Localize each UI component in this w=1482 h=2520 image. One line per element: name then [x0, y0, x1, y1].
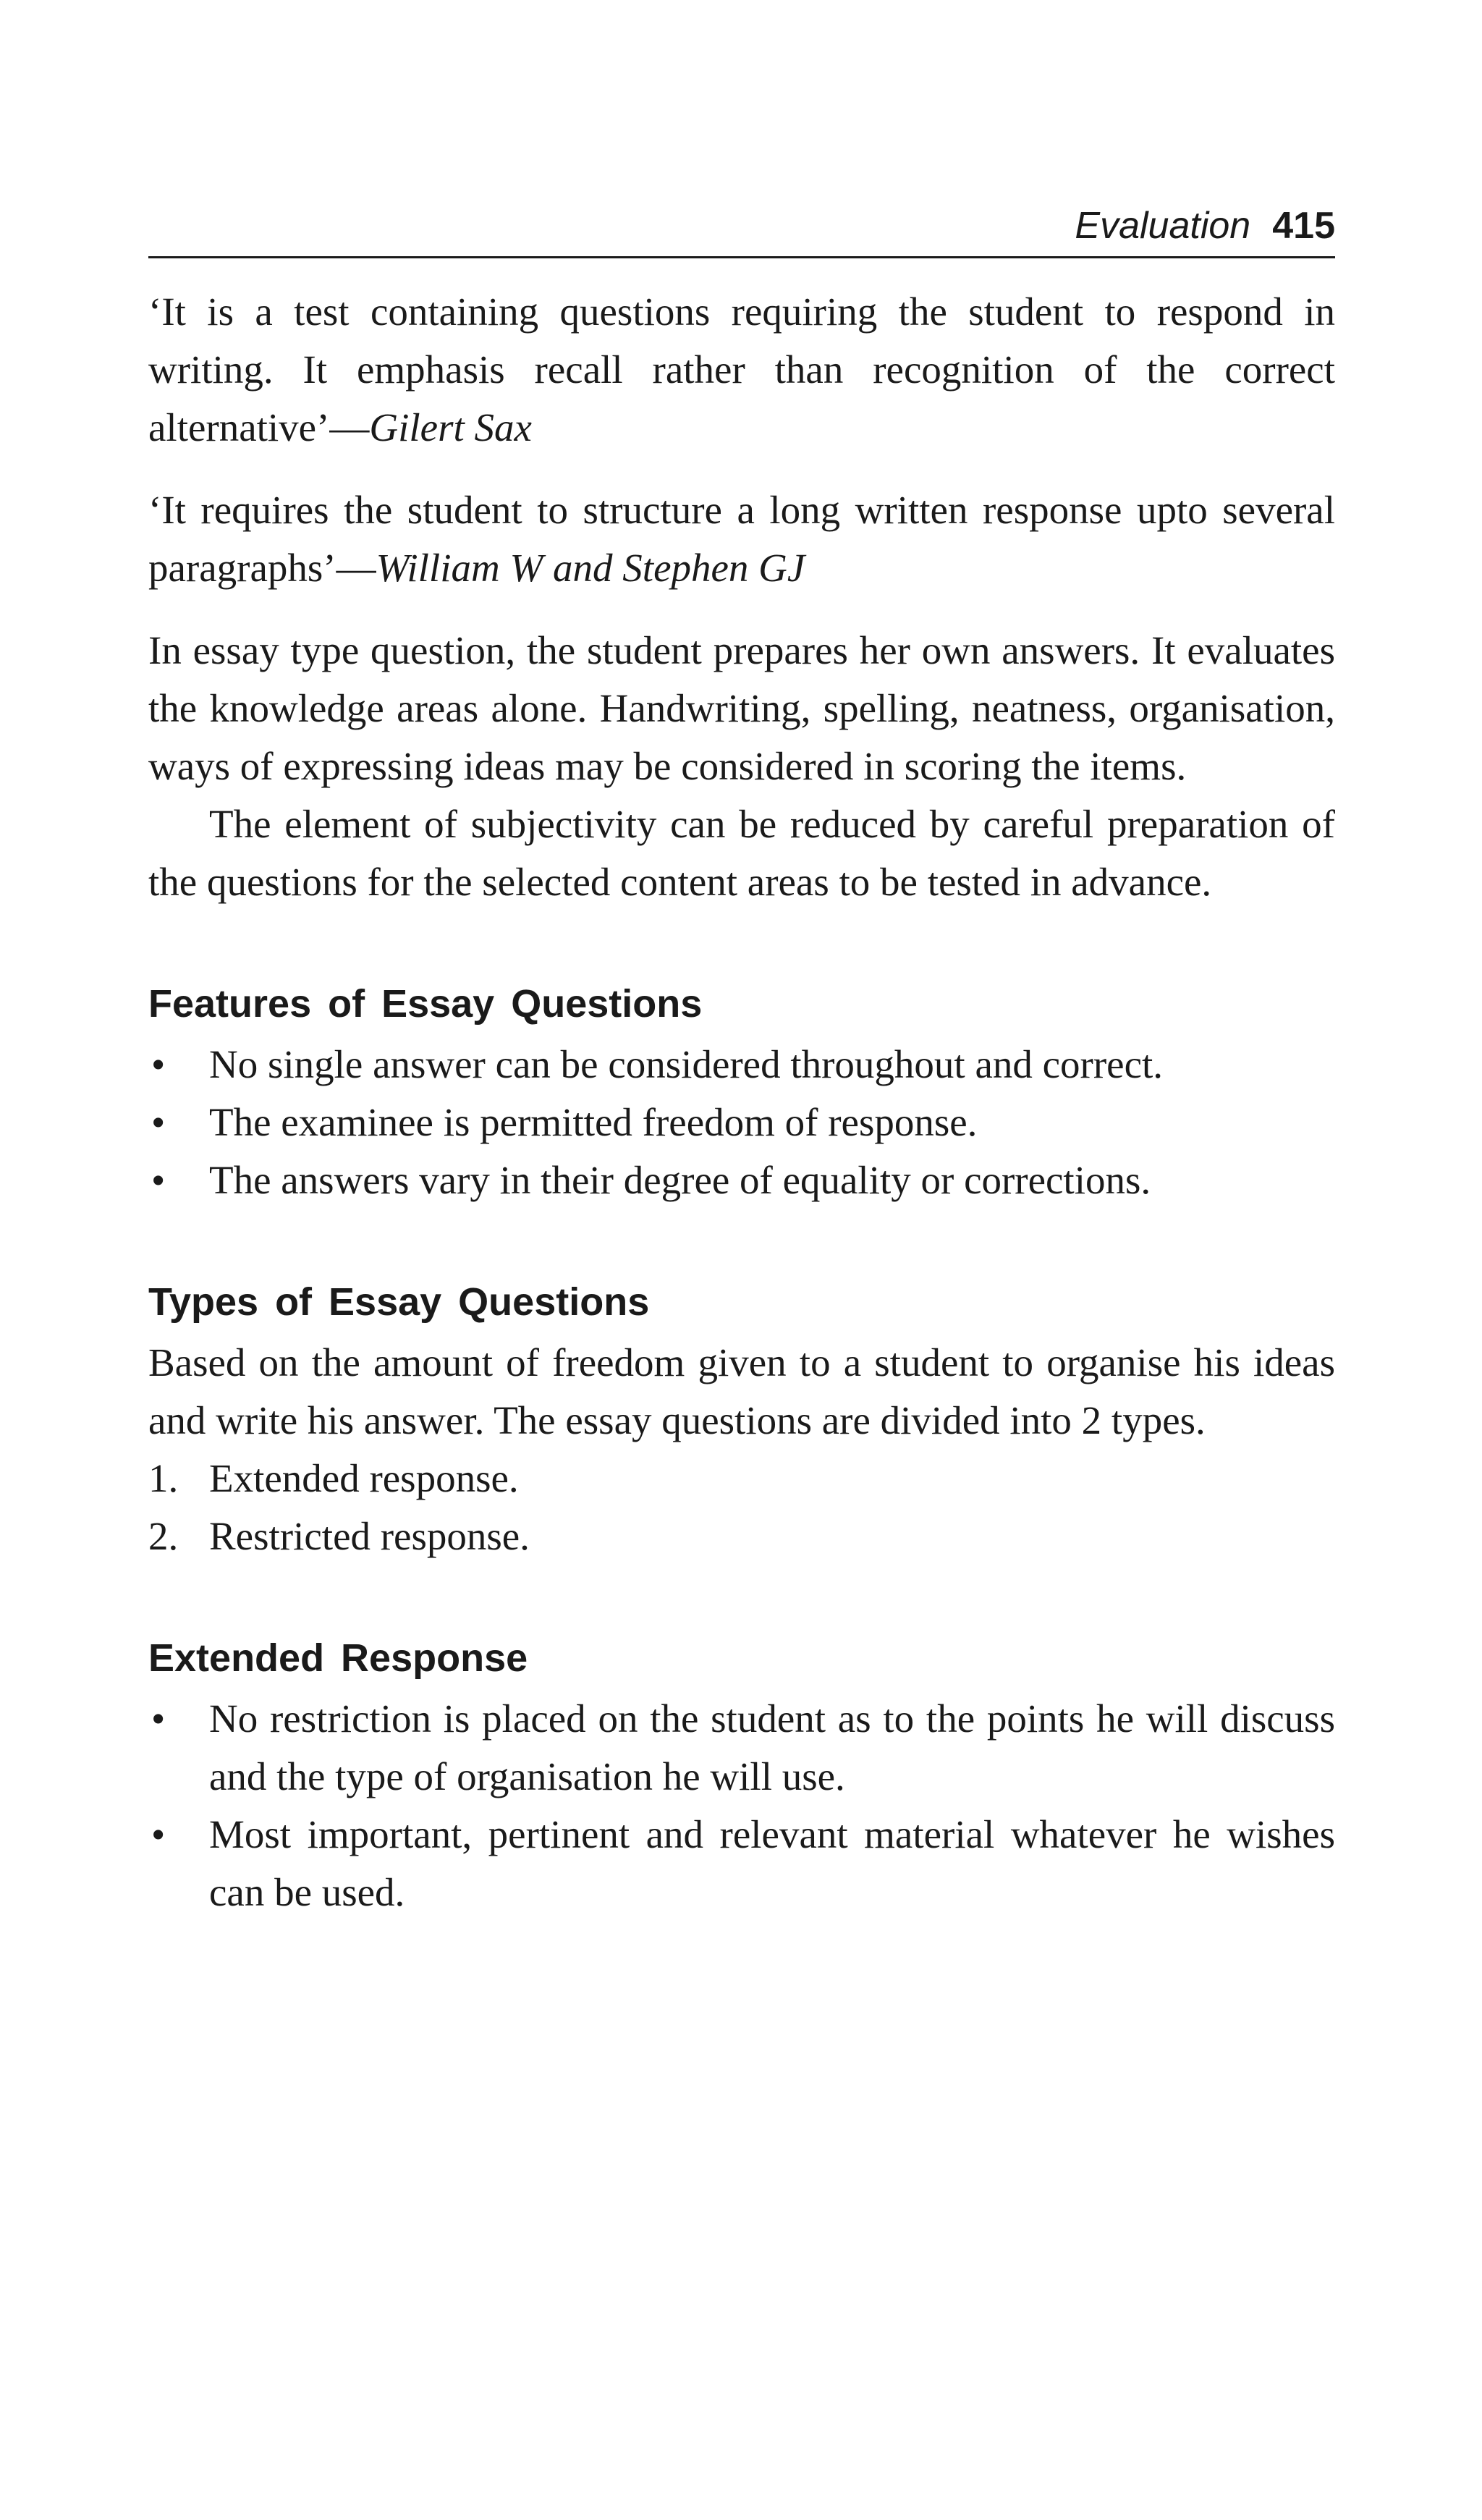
list-item-text: The examinee is permitted freedom of response.	[209, 1100, 978, 1144]
bullet-icon: •	[151, 1042, 166, 1086]
extended-list	[148, 1690, 1335, 1921]
bullet-icon: •	[151, 1812, 166, 1856]
list-item-text: Restricted response.	[209, 1514, 530, 1558]
features-heading: Features of Essay Questions	[148, 982, 703, 1026]
body-paragraph: In essay type question, the student prepares her own answers. It evaluates the knowledge areas alone. Handwriting, spelling, neatness, organisation, ways of expressing ideas may be considered in scoring the items.	[148, 628, 1335, 788]
quote-william-stephen	[148, 481, 1335, 597]
list-item	[148, 1151, 1335, 1209]
list-number: 2.	[148, 1514, 179, 1558]
quote-gilert-sax	[148, 283, 1335, 457]
quote-text: ‘It requires the student to structure a long written response upto several paragraphs’—	[148, 488, 1335, 590]
types-list	[148, 1450, 1335, 1565]
quote-author: Gilert Sax	[369, 405, 532, 449]
list-item-text: The answers vary in their degree of equality or corrections.	[209, 1158, 1151, 1202]
types-heading: Types of Essay Questions	[148, 1280, 650, 1324]
list-item-text: Extended response.	[209, 1456, 519, 1500]
features-list	[148, 1036, 1335, 1209]
page-number: 415	[1272, 205, 1335, 247]
book-page	[148, 203, 1335, 1921]
types-intro: Based on the amount of freedom given to a student to organise his ideas and write his answer. The essay questions are divided into 2 types.	[148, 1340, 1335, 1442]
list-item-text: No single answer can be considered throughout and correct.	[209, 1042, 1164, 1086]
running-header	[148, 203, 1335, 258]
list-item-text: No restriction is placed on the student as to the points he will discuss and the type of organisation he will use.	[209, 1696, 1335, 1798]
quote-author: William W and Stephen GJ	[376, 546, 805, 590]
extended-heading: Extended Response	[148, 1636, 528, 1680]
list-item	[148, 1094, 1335, 1151]
bullet-icon: •	[151, 1696, 166, 1741]
bullet-icon: •	[151, 1158, 166, 1202]
body-paragraph: The element of subjectivity can be reduced by careful preparation of the questions for the selected content areas to be tested in advance.	[148, 802, 1335, 904]
list-item	[148, 1036, 1335, 1094]
list-item	[148, 1450, 1335, 1508]
bullet-icon: •	[151, 1100, 166, 1144]
list-item	[148, 1508, 1335, 1565]
quote-text: ‘It is a test containing questions requiring the student to respond in writing. It emphasis recall rather than recognition of the correct alternative’—	[148, 289, 1335, 449]
list-number: 1.	[148, 1456, 179, 1500]
section-title: Evaluation	[1075, 205, 1251, 247]
list-item	[148, 1806, 1335, 1921]
list-item-text: Most important, pertinent and relevant material whatever he wishes can be used.	[209, 1812, 1335, 1914]
list-item	[148, 1690, 1335, 1806]
